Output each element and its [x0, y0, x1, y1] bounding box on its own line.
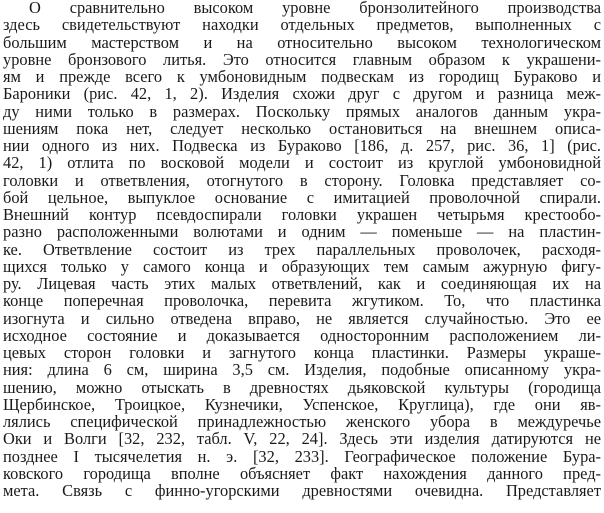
- text-line: Внешний контур псевдоспирали головки украшен четырьмя крестообо-: [3, 205, 601, 224]
- text-line: щихся только у самого конца и образующих тем самым ажурную фигу-: [3, 256, 601, 276]
- text-line: конце поперечная проволочка, перевита жгутиком. То, что пластинка: [3, 291, 601, 311]
- text-line: уровне бронзового литья. Это относится главным образом к украшени-: [3, 49, 601, 69]
- text-line: ям и прежде всего к умбоновидным подвескам из городищ Бураково и: [3, 67, 601, 86]
- text-line: Оки и Волги [32, 232, табл. V, 22, 24]. Здесь эти изделия датируются не: [3, 429, 601, 449]
- document-page: [3, 0, 601, 513]
- text-line: лялись специфической принадлежностью женского убора в междуречье: [3, 412, 601, 431]
- text-line: ду ними только в размерах. Поскольку прямых аналогов данным укра-: [3, 101, 601, 121]
- body-text: [3, 0, 601, 499]
- text-line: здесь свидетельствуют находки отдельных предметов, выполненных с: [3, 15, 601, 35]
- text-line: большим мастерством и на относительно высоком технологическом: [3, 32, 601, 52]
- text-line: Щербинское, Троицкое, Кузнечики, Успенское, Круглица), где они яв-: [3, 394, 601, 414]
- text-line: шениям пока нет, следует несколько остановиться на внешнем описа-: [3, 118, 601, 138]
- text-line: бой цельное, выпуклое основание с имитацией проволочной спирали.: [3, 187, 601, 207]
- text-line: исходное состояние и доказывается односторонним расположением ли-: [3, 325, 601, 345]
- text-line: ру. Лицевая часть этих малых ответвлений, как и соединяющая их на: [3, 274, 601, 293]
- text-line: изогнута и сильно отведена вправо, не является случайностью. Это ее: [3, 308, 601, 328]
- text-line: ния: длина 6 см, ширина 3,5 см. Изделия, подобные описанному укра-: [3, 360, 601, 380]
- text-line: О сравнительно высоком уровне бронзолитейного производства: [29, 0, 601, 17]
- text-line: ковского городища вполне объясняет факт нахождения данного пред-: [3, 463, 601, 483]
- text-line: цевых сторон головки и загнутого конца пластинки. Размеры украше-: [3, 343, 601, 362]
- text-line: 42, 1) отлита по восковой модели и состоит из круглой умбоновидной: [3, 153, 601, 173]
- text-line: шению, можно отыскать в древностях дьяковской культуры (городища: [3, 377, 601, 397]
- text-line: ке. Ответвление состоит из трех параллельных проволочек, расходя-: [3, 239, 601, 259]
- text-line: Бароники (рис. 42, 1, 2). Изделия схожи друг с другом и разница меж-: [3, 84, 601, 104]
- text-line: позднее I тысячелетия н. э. [32, 233]. Географическое положение Бура-: [3, 446, 601, 466]
- text-line: мета. Связь с финно-угорскими древностями очевидна. Представляет: [3, 481, 601, 500]
- text-line: нии одного из них. Подвеска из Бураково [186, д. 257, рис. 36, 1] (рис.: [3, 136, 601, 155]
- text-line: разно расположенными волютами и одним — поменьше — на пластин-: [3, 222, 601, 242]
- text-line: головки и ответвления, отогнутого в сторону. Головка представляет со-: [3, 170, 601, 190]
